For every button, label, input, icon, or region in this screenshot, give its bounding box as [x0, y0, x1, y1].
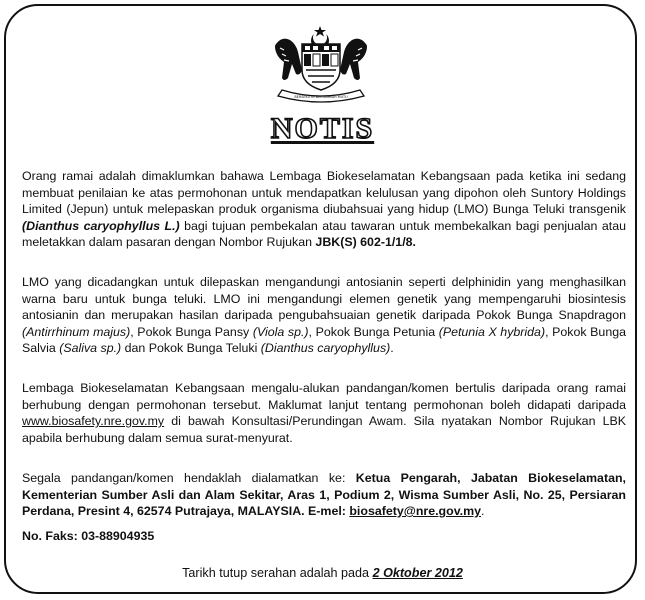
closing-date: 2 Oktober 2012	[372, 566, 463, 580]
paragraph-application: Orang ramai adalah dimaklumkan bahawa Lembaga Biokeselamatan Kebangsaan pada ketika ini sedang membuat penilaian ke atas permohonan untuk mendapatkan kelulusan yang dipohon oleh Suntory Holdings Limited (Jepun) untuk melepaskan produk organisma diubahsuai yang hidup (LMO) Bunga Teluki transgenik (Dianthus caryophyllus L.) bagi tujuan pembekalan atau tawaran untuk membekalkan bagi penjualan atau meletakkan dalam pasaran dengan Nombor Rujukan JBK(S) 602-1/1/8.	[22, 169, 626, 249]
crest-motto: BERSEKUTU BERTAMBAH MUTU	[294, 95, 348, 99]
fax-number: No. Faks: 03-88904935	[22, 529, 155, 543]
paragraph-lmo-description: LMO yang dicadangkan untuk dilepaskan mengandungi antosianin seperti delphinidin yang menghasilkan warna baru untuk bunga teluki. LMO ini mengandungi elemen genetik yang mempengaruhi biosintesis antosianin dan merupakan hasilan daripada pengubahsuaian genetik daripada Pokok Bunga Snapdragon (Antirrhinum majus), Pokok Bunga Pansy (Viola sp.), Pokok Bunga Petunia (Petunia X hybrida), Pokok Bunga Salvia (Saliva sp.) dan Pokok Bunga Teluki (Dianthus caryophyllus).	[22, 275, 626, 355]
paragraph-address: Segala pandangan/komen hendaklah dialamatkan ke: Ketua Pengarah, Jabatan Biokeselamatan, Kementerian Sumber Asli dan Alam Sekitar, Aras 1, Podium 2, Wisma Sumber Asli, No. 25, Persiaran Perdana, Presint 4, 62574 Putrajaya, MALAYSIA. E-mel: biosafety@nre.gov.my.	[22, 471, 626, 518]
mailing-address: Ketua Pengarah, Jabatan Biokeselamatan, Kementerian Sumber Asli dan Alam Sekitar, Aras 1, Podium 2, Wisma Sumber Asli, No. 25, Persiaran Perdana, Presint 4, 62574 Putrajaya, MALAYSIA.	[22, 471, 626, 518]
closing-date-line: Tarikh tutup serahan adalah pada 2 Oktober 2012	[182, 566, 463, 580]
paragraph-public-comment: Lembaga Biokeselamatan Kebangsaan mengalu-alukan pandangan/komen bertulis daripada orang ramai berhubung dengan permohonan tersebut. Maklumat lanjut tentang permohonan boleh didapati daripada www.biosafety.nre.gov.my di bawah Konsultasi/Perundingan Awam. Sila nyatakan Nombor Rujukan LBK apabila berhubung dalam semua surat-menyurat.	[22, 381, 626, 445]
email-link[interactable]: biosafety@nre.gov.my	[349, 504, 482, 518]
biosafety-website-link[interactable]: www.biosafety.nre.gov.my	[22, 414, 165, 428]
coat-of-arms-icon	[268, 24, 374, 104]
notice-title: NOTIS	[270, 112, 375, 145]
